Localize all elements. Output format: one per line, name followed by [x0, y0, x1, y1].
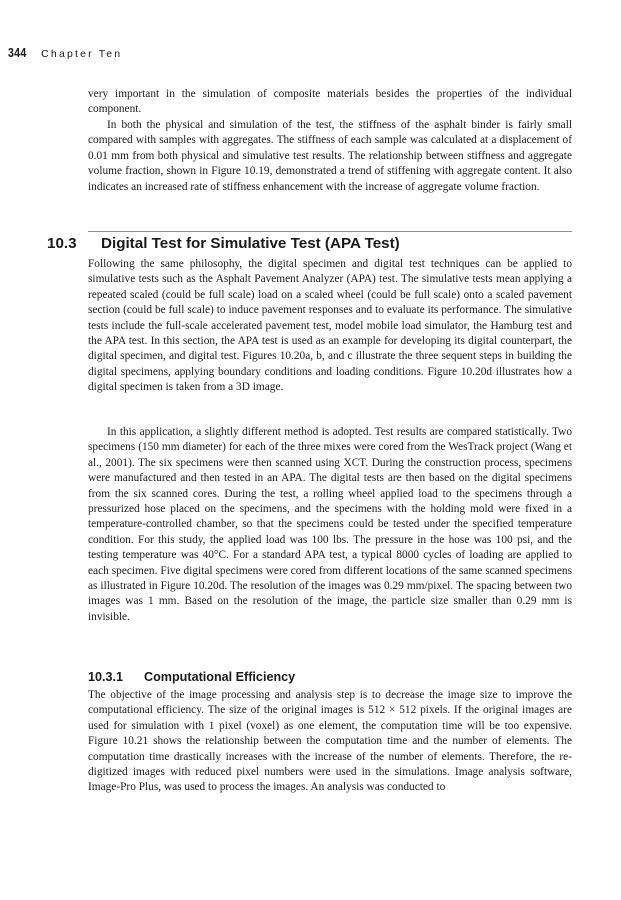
section-number: 10.3 — [47, 235, 77, 252]
chapter-label: Chapter Ten — [41, 48, 123, 60]
paragraph-continuation: very important in the simulation of composite materials besides the properties of the individual component. — [88, 88, 572, 116]
section-divider — [88, 231, 572, 232]
paragraph-apa-philosophy: Following the same philosophy, the digital specimen and digital test techniques can be applied to simulative tests such as the Asphalt Pavement Analyzer (APA) test. The simulative tests mean applying a repeated scaled (could be full scale) load on a scaled wheel (could be full scale) onto a scaled pavement section (could be full scale) to induce pavement responses and to evaluate its performance. The simulative tests include the full-scale accelerated pavement test, model mobile load simulator, the Hamburg test and the APA test. In this section, the APA test is used as an example for developing its digital counterpart, the digital specimen, and digital test. Figures 10.20a, b, and c illustrate the three sequent steps in building the digital specimens, applying boundary conditions and loading conditions. Figure 10.20d illustrates how a digital specimen is taken from a 3D image. — [88, 258, 572, 394]
paragraph-apa-method: In this application, a slightly different method is adopted. Test results are compared statistically. Two specimens (150 mm diameter) for each of the three mixes were cored from the WesTrack project (Wang et al., 2001). The six specimens were then scanned using XCT. During the construction process, specimens were manufactured and then tested in an APA. The digital tests are then based on the digital specimens from the six scanned cores. During the test, a rolling wheel applied load to the specimens through a pressurized hose placed on the specimens, and the specimens with the holding mold were fixed in a temperature-controlled chamber, so that the specimens could be tested under the specified temperature condition. For this study, the applied load was 100 lbs. The pressure in the hose was 100 psi, and the testing temperature was 40°C. For a standard APA test, a typical 8000 cycles of loading are applied to each specimen. Five digital specimens were cored from different locations of the same scanned specimens as illustrated in Figure 10.20d. The resolution of the images was 0.29 mm/pixel. The spacing between two images was 1 mm. Based on the resolution of the image, the particle size smaller than 0.29 mm is invisible. — [88, 426, 572, 623]
section-title: Digital Test for Simulative Test (APA Test) — [101, 235, 400, 252]
paragraph-stiffness: In both the physical and simulation of the test, the stiffness of the asphalt binder is fairly small compared with samples with aggregates. The stiffness of each sample was calculated at a displacement of 0.01 mm from both physical and simulative test results. The relationship between stiffness and aggregate volume fraction, shown in Figure 10.19, demonstrated a trend of stiffening with aggregate content. It also indicates an increased rate of stiffness enhancement with the increase of aggregate volume fraction. — [88, 119, 572, 193]
page-number: 344 — [8, 46, 27, 60]
subsection-heading — [88, 670, 295, 684]
subsection-number: 10.3.1 — [88, 670, 124, 684]
paragraph-computational-efficiency: The objective of the image processing and analysis step is to decrease the image size to improve the computational efficiency. The size of the original images is 512 × 512 pixels. If the original images are used for simulation with 1 pixel (voxel) as one element, the computation time will be too expensive. Figure 10.21 shows the relationship between the computation time and the number of elements. The computation time drastically increases with the increase of the number of elements. Therefore, the re-digitized images with reduced pixel numbers were used in the simulations. Image analysis software, Image-Pro Plus, was used to process the images. An analysis was conducted to — [88, 689, 572, 794]
running-head — [8, 46, 122, 60]
subsection-title: Computational Efficiency — [144, 670, 296, 684]
section-heading — [47, 235, 400, 252]
